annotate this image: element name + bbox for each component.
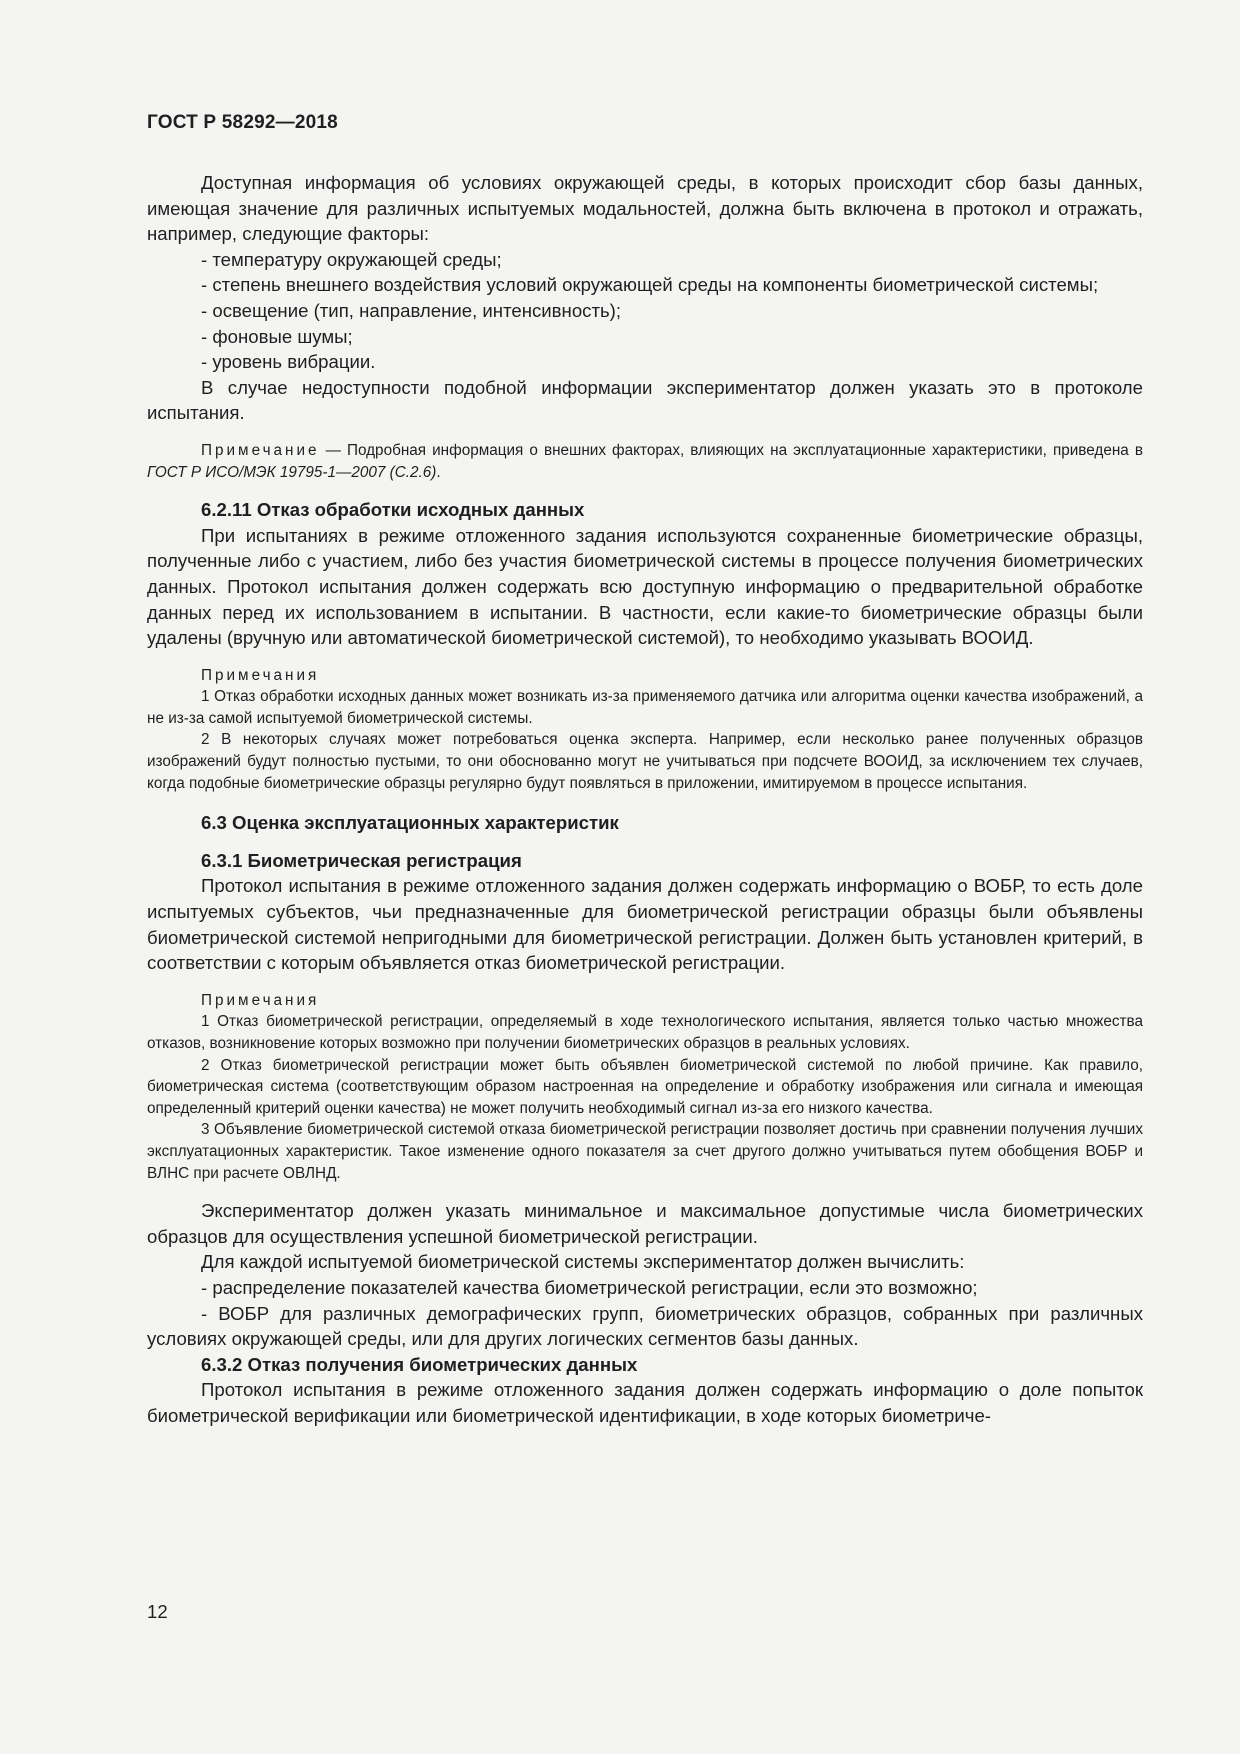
page-content [147, 170, 1143, 1429]
notes-label: Примечания [201, 991, 320, 1009]
section-heading-6-3: 6.3 Оценка эксплуатационных характеристик [201, 812, 619, 834]
paragraph: При испытаниях в режиме отложенного задания используются сохраненные биометрические образцы, полученные либо с участием, либо без участия биометрической системы в процессе получения биометрических данных. Протокол испытания должен содержать всю доступную информацию о предварительной обработке данных перед их использованием в испытании. В частности, если какие-то биометрические образцы были удалены (вручную или автоматической биометрической системой), то необходимо указывать ВООИД. [147, 524, 1143, 649]
list-item: - температуру окружающей среды; [201, 248, 502, 270]
paragraph: Экспериментатор должен указать минимальное и максимальное допустимые числа биометрических образцов для осуществления успешной биометрической регистрации. [147, 1200, 1143, 1247]
note-end: . [436, 463, 441, 481]
list-item: - освещение (тип, направление, интенсивность); [201, 299, 622, 321]
note-label: Примечание [201, 441, 320, 459]
note-item: 2 Отказ биометрической регистрации может быть объявлен биометрической системой по любой причине. Как правило, биометрическая система (соответствующим образом настроенная на определение и обработку изображения или сигнала и имеющая определенный критерий оценки качества) не может получить необходимый сигнал из-за его низкого качества. [147, 1056, 1143, 1117]
note-dash: — [319, 441, 347, 459]
notes-block [147, 990, 1143, 1184]
standard-reference: ГОСТ Р ИСО/МЭК 19795-1—2007 (С.2.6) [147, 463, 437, 481]
note-body: Подробная информация о внешних факторах, влияющих на эксплуатационные характеристики, приведена в [346, 441, 1143, 459]
note [147, 440, 1143, 483]
section-heading-6-3-1: 6.3.1 Биометрическая регистрация [201, 849, 522, 871]
notes-label: Примечания [201, 666, 320, 684]
paragraph: Доступная информация об условиях окружающей среды, в которых происходит сбор базы данных, имеющая значение для различных испытуемых модальностей, должна быть включена в протокол и отражать, например, следующие факторы: [147, 172, 1143, 245]
document-id: ГОСТ Р 58292—2018 [147, 112, 338, 133]
page-number: 12 [147, 1601, 168, 1622]
list-item: - фоновые шумы; [201, 325, 353, 347]
section-heading-6-2-11: 6.2.11 Отказ обработки исходных данных [201, 499, 585, 521]
list-item: - уровень вибрации. [201, 351, 376, 373]
paragraph: Протокол испытания в режиме отложенного задания должен содержать информацию о доле попыток биометрической верификации или биометрической идентификации, в ходе которых биометриче- [147, 1379, 1143, 1426]
list-item: - степень внешнего воздействия условий окружающей среды на компоненты биометрической системы; [201, 274, 1099, 296]
note-item: 1 Отказ обработки исходных данных может возникать из-за применяемого датчика или алгоритма оценки качества изображений, а не из-за самой испытуемой биометрической системы. [147, 688, 1143, 727]
paragraph: Для каждой испытуемой биометрической системы экспериментатор должен вычислить: [201, 1251, 965, 1273]
note-text [147, 440, 1143, 483]
notes-block [147, 665, 1143, 795]
list-item: - распределение показателей качества биометрической регистрации, если это возможно; [201, 1276, 978, 1298]
list-item: - ВОБР для различных демографических групп, биометрических образцов, собранных при различных условиях окружающей среды, или для других логических сегментов базы данных. [147, 1302, 1143, 1350]
note-item: 2 В некоторых случаях может потребоваться оценка эксперта. Например, если несколько ранее полученных образцов изображений будут полностью пустыми, то они обоснованно могут не учитываться при подсчете ВООИД, за исключением тех случаев, когда подобные биометрические образцы регулярно будут появляться в приложении, имитируемом в процессе испытания. [147, 731, 1143, 792]
paragraph: В случае недоступности подобной информации экспериментатор должен указать это в протоколе испытания. [147, 376, 1143, 424]
note-item: 3 Объявление биометрической системой отказа биометрической регистрации позволяет достичь при сравнении получения лучших эксплуатационных характеристик. Такое изменение одного показателя за счет другого должно учитываться путем обобщения ВОБР и ВЛНС при расчете ОВЛНД. [147, 1121, 1143, 1182]
note-item: 1 Отказ биометрической регистрации, определяемый в ходе технологического испытания, является только частью множества отказов, возникновение которых возможно при получении биометрических образцов в реальных условиях. [147, 1013, 1143, 1052]
section-heading-6-3-2: 6.3.2 Отказ получения биометрических данных [201, 1353, 638, 1375]
paragraph: Протокол испытания в режиме отложенного задания должен содержать информацию о ВОБР, то есть доле испытуемых субъектов, чьи предназначенные для биометрической регистрации образцы были объявлены биометрической системой непригодными для биометрической регистрации. Должен быть установлен критерий, в соответствии с которым объявляется отказ биометрической регистрации. [147, 875, 1143, 974]
